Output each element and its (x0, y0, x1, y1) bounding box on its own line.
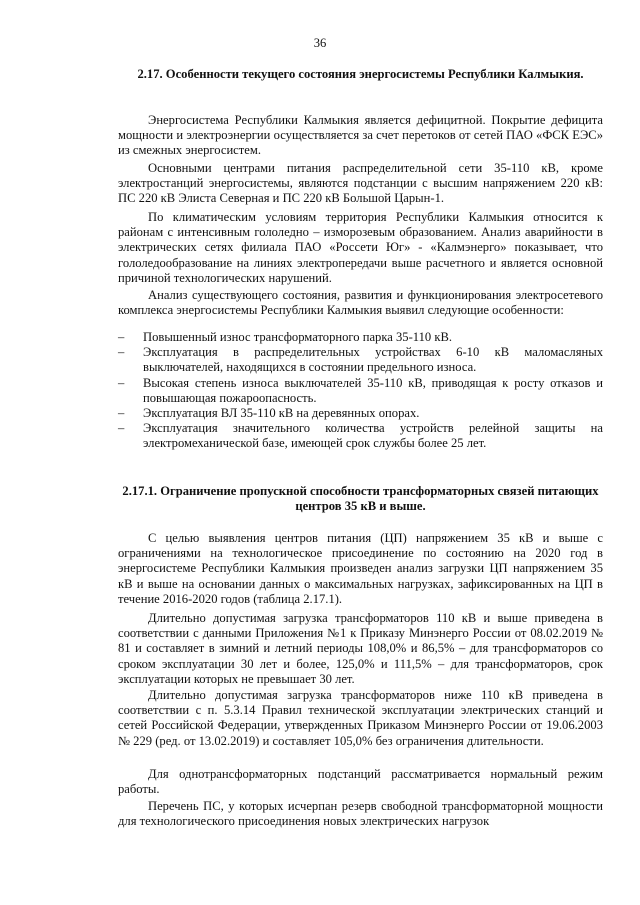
features-list (118, 330, 603, 452)
paragraph: Длительно допустимая загрузка трансформаторов 110 кВ и выше приведена в соответствии с данными Приложения №1 к Приказу Минэнерго России от 08.02.2019 № 81 и составляет в зимний и летний периоды 108,0% и 86,5% – для трансформаторов со сроком эксплуатации 30 лет и более, 125,0% и 111,5% – для трансформаторов, срок эксплуатации которых не превышает 30 лет. (118, 611, 603, 686)
paragraph: По климатическим условиям территория Республики Калмыкия относится к районам с интенсивным гололедно – изморозевым образованием. Анализ аварийности в электрических сетях филиала ПАО «Россети Юг» - «Калмэнерго» показывает, что гололедообразование на линиях электропередачи выше расчетного и является основной причиной технологических нарушений. (118, 210, 603, 285)
list-item: – Эксплуатация ВЛ 35-110 кВ на деревянных опорах. (118, 406, 420, 421)
list-item: – Эксплуатация в распределительных устройствах 6-10 кВ маломасляных выключателей, находящихся в состоянии предельного износа. (118, 345, 603, 375)
paragraph: Для однотрансформаторных подстанций рассматривается нормальный режим работы. (118, 767, 603, 797)
list-item: – Повышенный износ трансформаторного парка 35-110 кВ. (118, 330, 453, 344)
section-heading-2-17-1: 2.17.1. Ограничение пропускной способности трансформаторных связей питающих центров 35 кВ и выше. (122, 484, 599, 514)
paragraph: Энергосистема Республики Калмыкия является дефицитной. Покрытие дефицита мощности и электроэнергии осуществляется за счет перетоков от сетей ПАО «ФСК ЕЭС» из смежных энергосистем. (118, 113, 603, 158)
paragraph: Основными центрами питания распределительной сети 35-110 кВ, кроме электростанций энергосистемы, являются подстанции с высшим напряжением 220 кВ: ПС 220 кВ Элиста Северная и ПС 220 кВ Большой Царын-1. (118, 161, 603, 206)
section-heading-2-17: 2.17. Особенности текущего состояния энергосистемы Республики Калмыкия. (137, 67, 584, 81)
paragraph: Анализ существующего состояния, развития и функционирования электросетевого комплекса энергосистемы Республики Калмыкия выявил следующие особенности: (118, 288, 603, 318)
page-number: 36 (313, 36, 327, 50)
paragraph: Перечень ПС, у которых исчерпан резерв свободной трансформаторной мощности для технологического присоединения новых электрических нагрузок (118, 799, 603, 829)
paragraph: Длительно допустимая загрузка трансформаторов ниже 110 кВ приведена в соответствии с п. 5.3.14 Правил технической эксплуатации электрических станций и сетей Российской Федерации, утвержденных Приказом Минэнерго России от 19.06.2003 № 229 (ред. от 13.02.2019) и составляет 105,0% без ограничения длительности. (118, 688, 603, 748)
list-item: – Высокая степень износа выключателей 35-110 кВ, приводящая к росту отказов и повышающая пожароопасность. (118, 375, 603, 405)
list-item: – Эксплуатация значительного количества устройств релейной защиты на электромеханической базе, имеющей срок службы более 25 лет. (118, 421, 603, 451)
paragraph: С целью выявления центров питания (ЦП) напряжением 35 кВ и выше с ограничениями на технологическое присоединение по состоянию на 2020 год в энергосистеме Республики Калмыкия произведен анализ загрузки ЦП напряжением 35 кВ и выше на основании данных о максимальных нагрузках, зафиксированных на ЦП в течение 2016-2020 годов (таблица 2.17.1). (118, 531, 603, 606)
